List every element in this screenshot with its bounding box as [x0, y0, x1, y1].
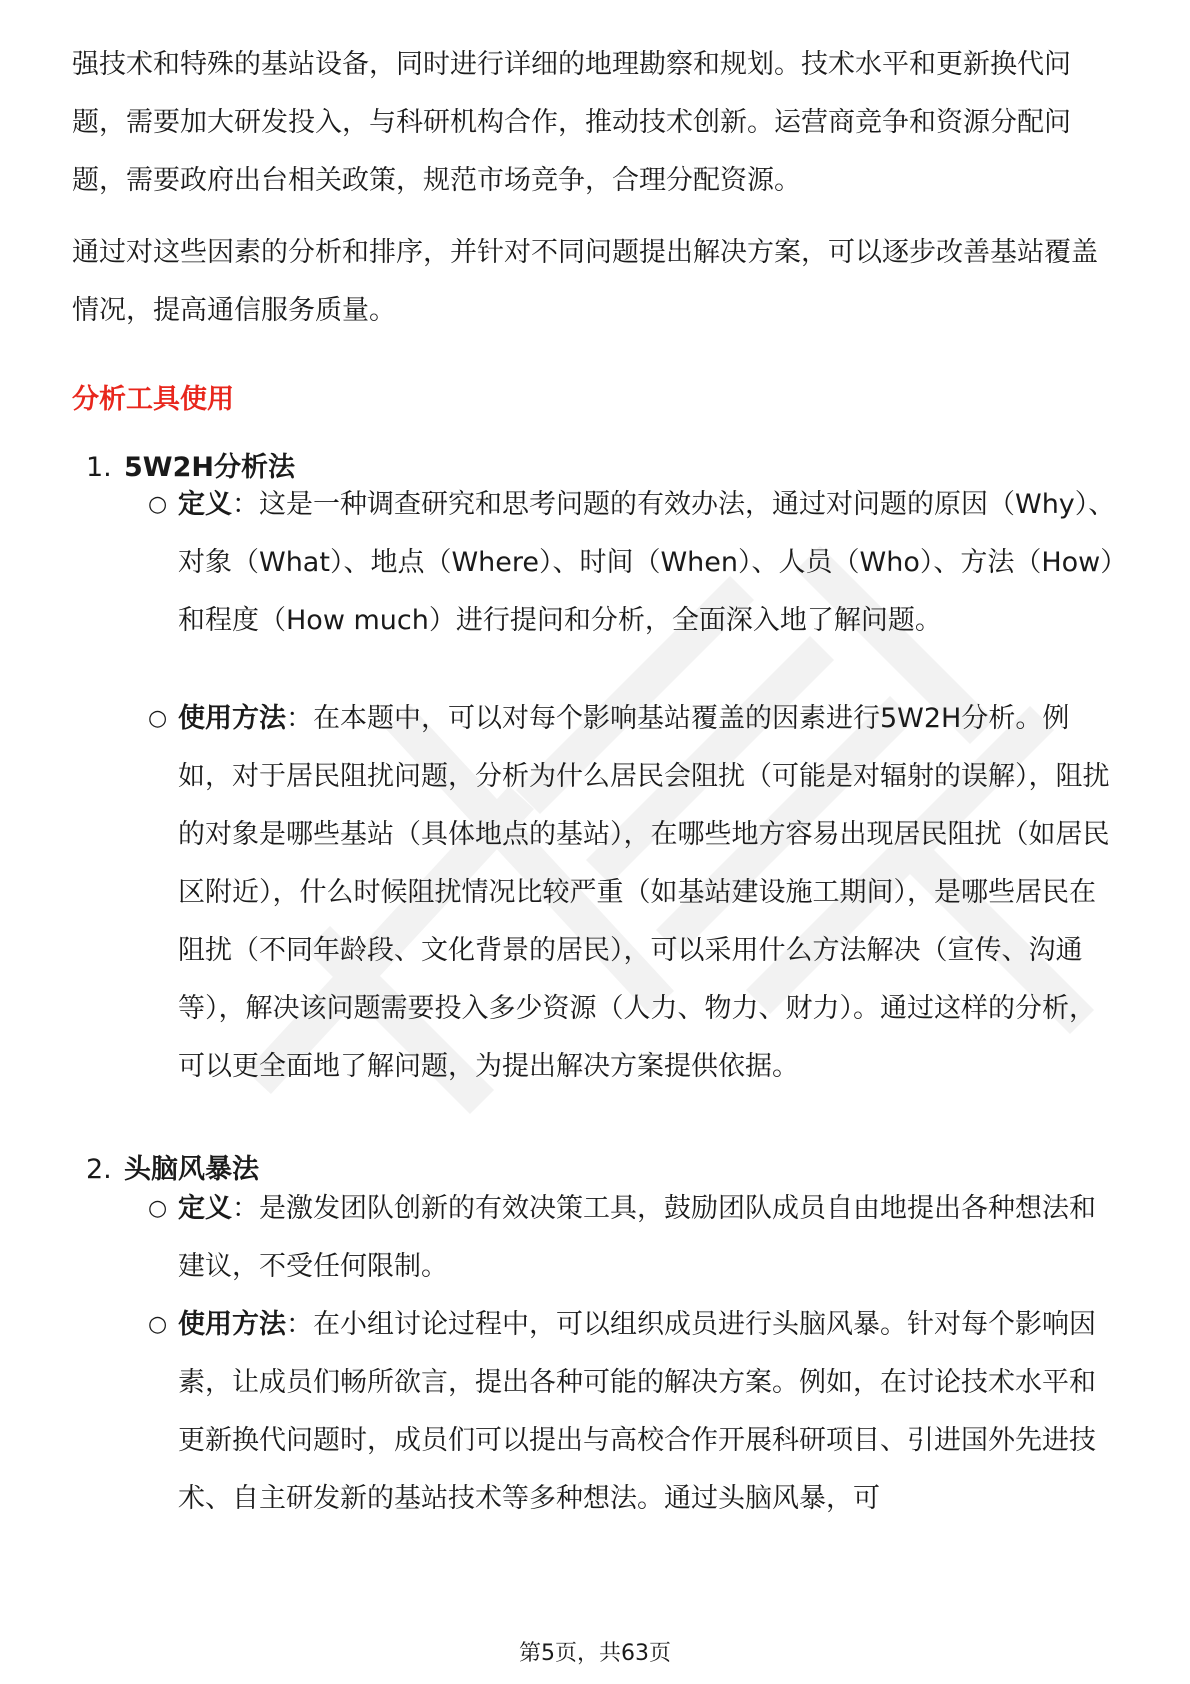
hollow-bullet-icon: ○ [148, 706, 168, 731]
section-title: 分析工具使用 [72, 384, 234, 415]
usage-text: ：在本题中，可以对每个影响基站覆盖的因素进行5W2H分析。例如，对于居民阻扰问题，分析为什么居民会阻扰（可能是对辐射的误解），阻扰的对象是哪些基站（具体地点的基站），在哪些地方容易出现居民阻扰（如居民区附近），什么时候阻扰情况比较严重（如基站建设施工期间），是哪些居民在阻扰（不同年龄段、文化背景的居民），可以采用什么方法解决（宣传、沟通等），解决该问题需要投入多少资源（人力、物力、财力）。通过这样的分析，可以更全面地了解问题，为提出解决方案提供依据。 [178, 703, 1110, 1082]
definition-label: 定义 [178, 1193, 232, 1224]
hollow-bullet-icon: ○ [148, 1196, 168, 1221]
usage-label: 使用方法 [178, 703, 286, 734]
definition-label: 定义 [178, 489, 232, 520]
list-number: 1. [86, 452, 112, 483]
hollow-bullet-icon: ○ [148, 492, 168, 517]
list-heading-title: 头脑风暴法 [124, 1154, 259, 1185]
intro-paragraph-1: 强技术和特殊的基站设备，同时进行详细的地理勘察和规划。技术水平和更新换代问题，需要加大研发投入，与科研机构合作，推动技术创新。运营商竞争和资源分配问题，需要政府出台相关政策，规范市场竞争，合理分配资源。 [72, 49, 1071, 196]
usage-item-2 [150, 1296, 1122, 1528]
list-number: 2. [86, 1154, 112, 1185]
hollow-bullet-icon: ○ [148, 1312, 168, 1337]
definition-text: ：这是一种调查研究和思考问题的有效办法，通过对问题的原因（Why）、对象（What）、地点（Where）、时间（When）、人员（Who）、方法（How）和程度（How much）进行提问和分析，全面深入地了解问题。 [178, 489, 1116, 636]
usage-text: ：在小组讨论过程中，可以组织成员进行头脑风暴。针对每个影响因素，让成员们畅所欲言，提出各种可能的解决方案。例如，在讨论技术水平和更新换代问题时，成员们可以提出与高校合作开展科研项目、引进国外先进技术、自主研发新的基站技术等多种想法。通过头脑风暴，可 [178, 1309, 1096, 1514]
intro-paragraph-2: 通过对这些因素的分析和排序，并针对不同问题提出解决方案，可以逐步改善基站覆盖情况，提高通信服务质量。 [72, 237, 1098, 326]
list-heading-title: 5W2H分析法 [124, 452, 295, 483]
definition-text: ：是激发团队创新的有效决策工具，鼓励团队成员自由地提出各种想法和建议，不受任何限制。 [178, 1193, 1096, 1282]
usage-label: 使用方法 [178, 1309, 286, 1340]
page-number-footer: 第5页，共63页 [519, 1641, 671, 1666]
definition-item-2 [150, 1180, 1122, 1296]
definition-item-1 [150, 476, 1122, 650]
usage-item-1 [150, 690, 1122, 1096]
